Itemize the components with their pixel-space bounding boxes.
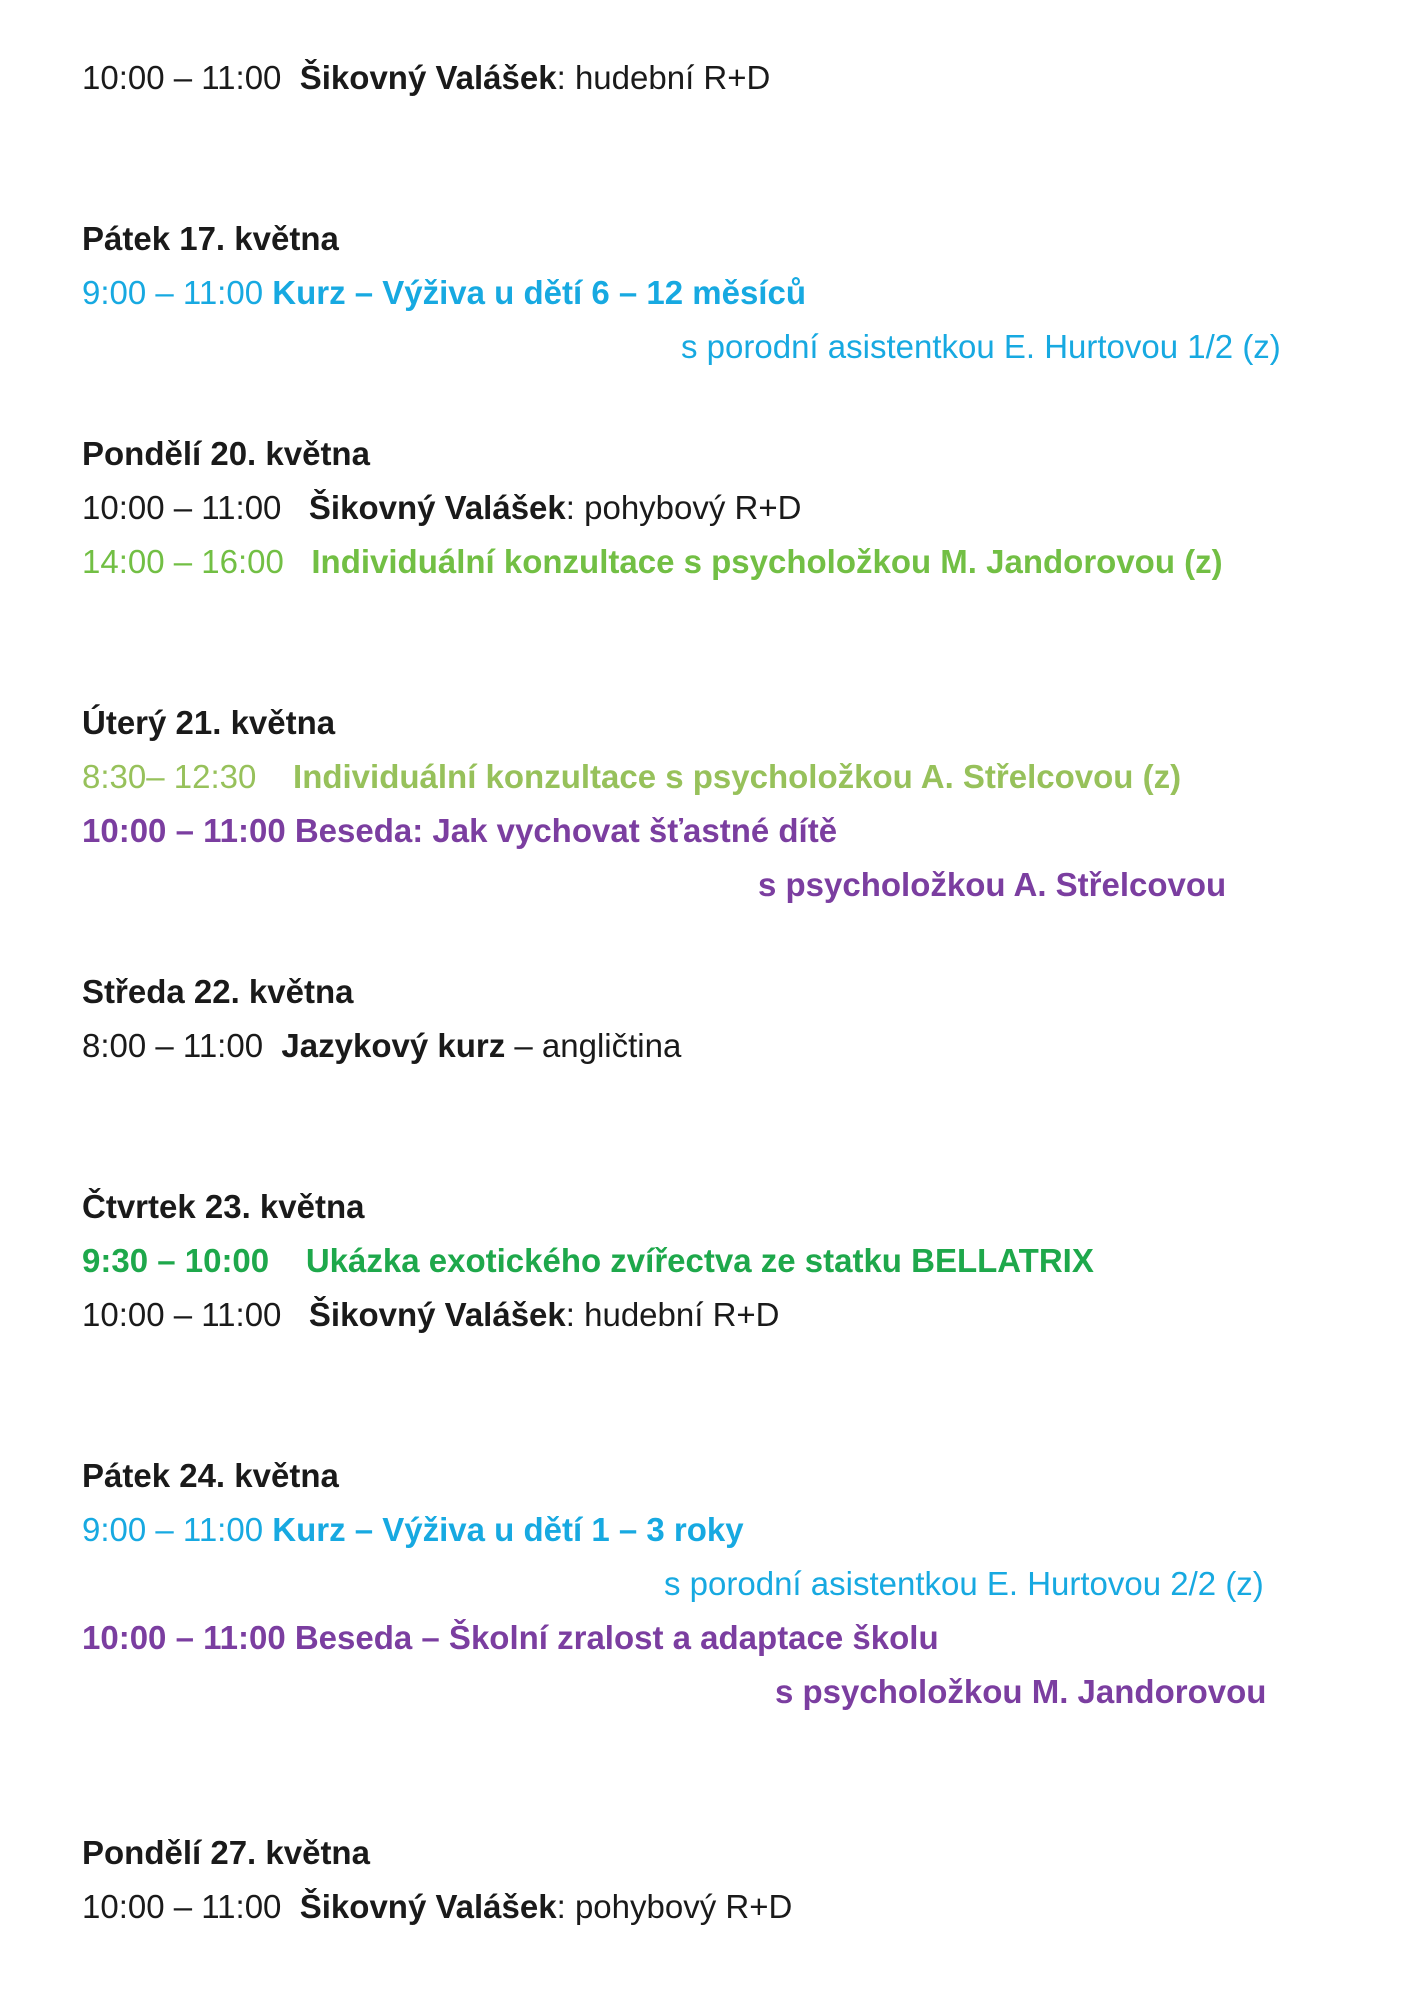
event-title: Ukázka exotického zvířectva ze statku BELLATRIX [305, 1242, 1094, 1279]
event-time: 8:30– 12:30 [82, 758, 257, 795]
event-subline: s psycholožkou A. Střelcovou [758, 866, 1227, 903]
event-detail: : hudební R+D [565, 1296, 780, 1333]
event-time: 10:00 – 11:00 [82, 1888, 282, 1925]
event-subline: s porodní asistentkou E. Hurtovou 2/2 (z) [664, 1565, 1264, 1602]
event-detail: : pohybový R+D [556, 1888, 793, 1925]
event-time: 14:00 – 16:00 [82, 543, 284, 580]
event-line [82, 1026, 681, 1066]
event-line [82, 757, 1181, 797]
event-time: 10:00 – 11:00 [82, 489, 282, 526]
event-line [82, 1887, 792, 1927]
event-line [82, 1510, 744, 1550]
day-heading: Čtvrtek 23. května [82, 1188, 365, 1225]
event-time: 10:00 – 11:00 [82, 59, 282, 96]
event-detail: – angličtina [505, 1027, 682, 1064]
event-line [82, 273, 806, 313]
event-line: 10:00 – 11:00 Beseda: Jak vychovat šťastné dítě [82, 812, 838, 849]
event-detail: : hudební R+D [556, 59, 771, 96]
event-line [82, 542, 1223, 582]
event-time: 9:00 – 11:00 [82, 1511, 264, 1548]
event-time: 10:00 – 11:00 [82, 1296, 282, 1333]
event-title: Šikovný Valášek [299, 59, 557, 96]
event-title: Kurz – Výživa u dětí 1 – 3 roky [272, 1511, 744, 1548]
day-heading: Pátek 17. května [82, 220, 339, 257]
event-title: Individuální konzultace s psycholožkou M. Jandorovou (z) [311, 543, 1223, 580]
event-title: Individuální konzultace s psycholožkou A. Střelcovou (z) [293, 758, 1182, 795]
event-line [82, 58, 770, 98]
day-heading: Pondělí 27. května [82, 1834, 370, 1871]
event-line [82, 1295, 780, 1335]
event-subline: s psycholožkou M. Jandorovou [775, 1673, 1267, 1710]
day-heading: Pondělí 20. května [82, 435, 370, 472]
event-title: Šikovný Valášek [299, 1888, 557, 1925]
event-title: Šikovný Valášek [308, 1296, 566, 1333]
day-heading: Středa 22. května [82, 973, 354, 1010]
event-time: 9:30 – 10:00 [82, 1242, 270, 1279]
event-line [82, 1241, 1094, 1281]
day-heading: Úterý 21. května [82, 704, 336, 741]
event-detail: : pohybový R+D [565, 489, 802, 526]
event-time: 8:00 – 11:00 [82, 1027, 264, 1064]
event-title: Kurz – Výživa u dětí 6 – 12 měsíců [272, 274, 806, 311]
event-subline: s porodní asistentkou E. Hurtovou 1/2 (z) [681, 328, 1281, 365]
event-title: Jazykový kurz [281, 1027, 506, 1064]
event-line [82, 488, 802, 528]
day-heading: Pátek 24. května [82, 1457, 339, 1494]
event-line: 10:00 – 11:00 Beseda – Školní zralost a adaptace školu [82, 1619, 939, 1656]
event-title: Šikovný Valášek [308, 489, 566, 526]
event-time: 9:00 – 11:00 [82, 274, 264, 311]
